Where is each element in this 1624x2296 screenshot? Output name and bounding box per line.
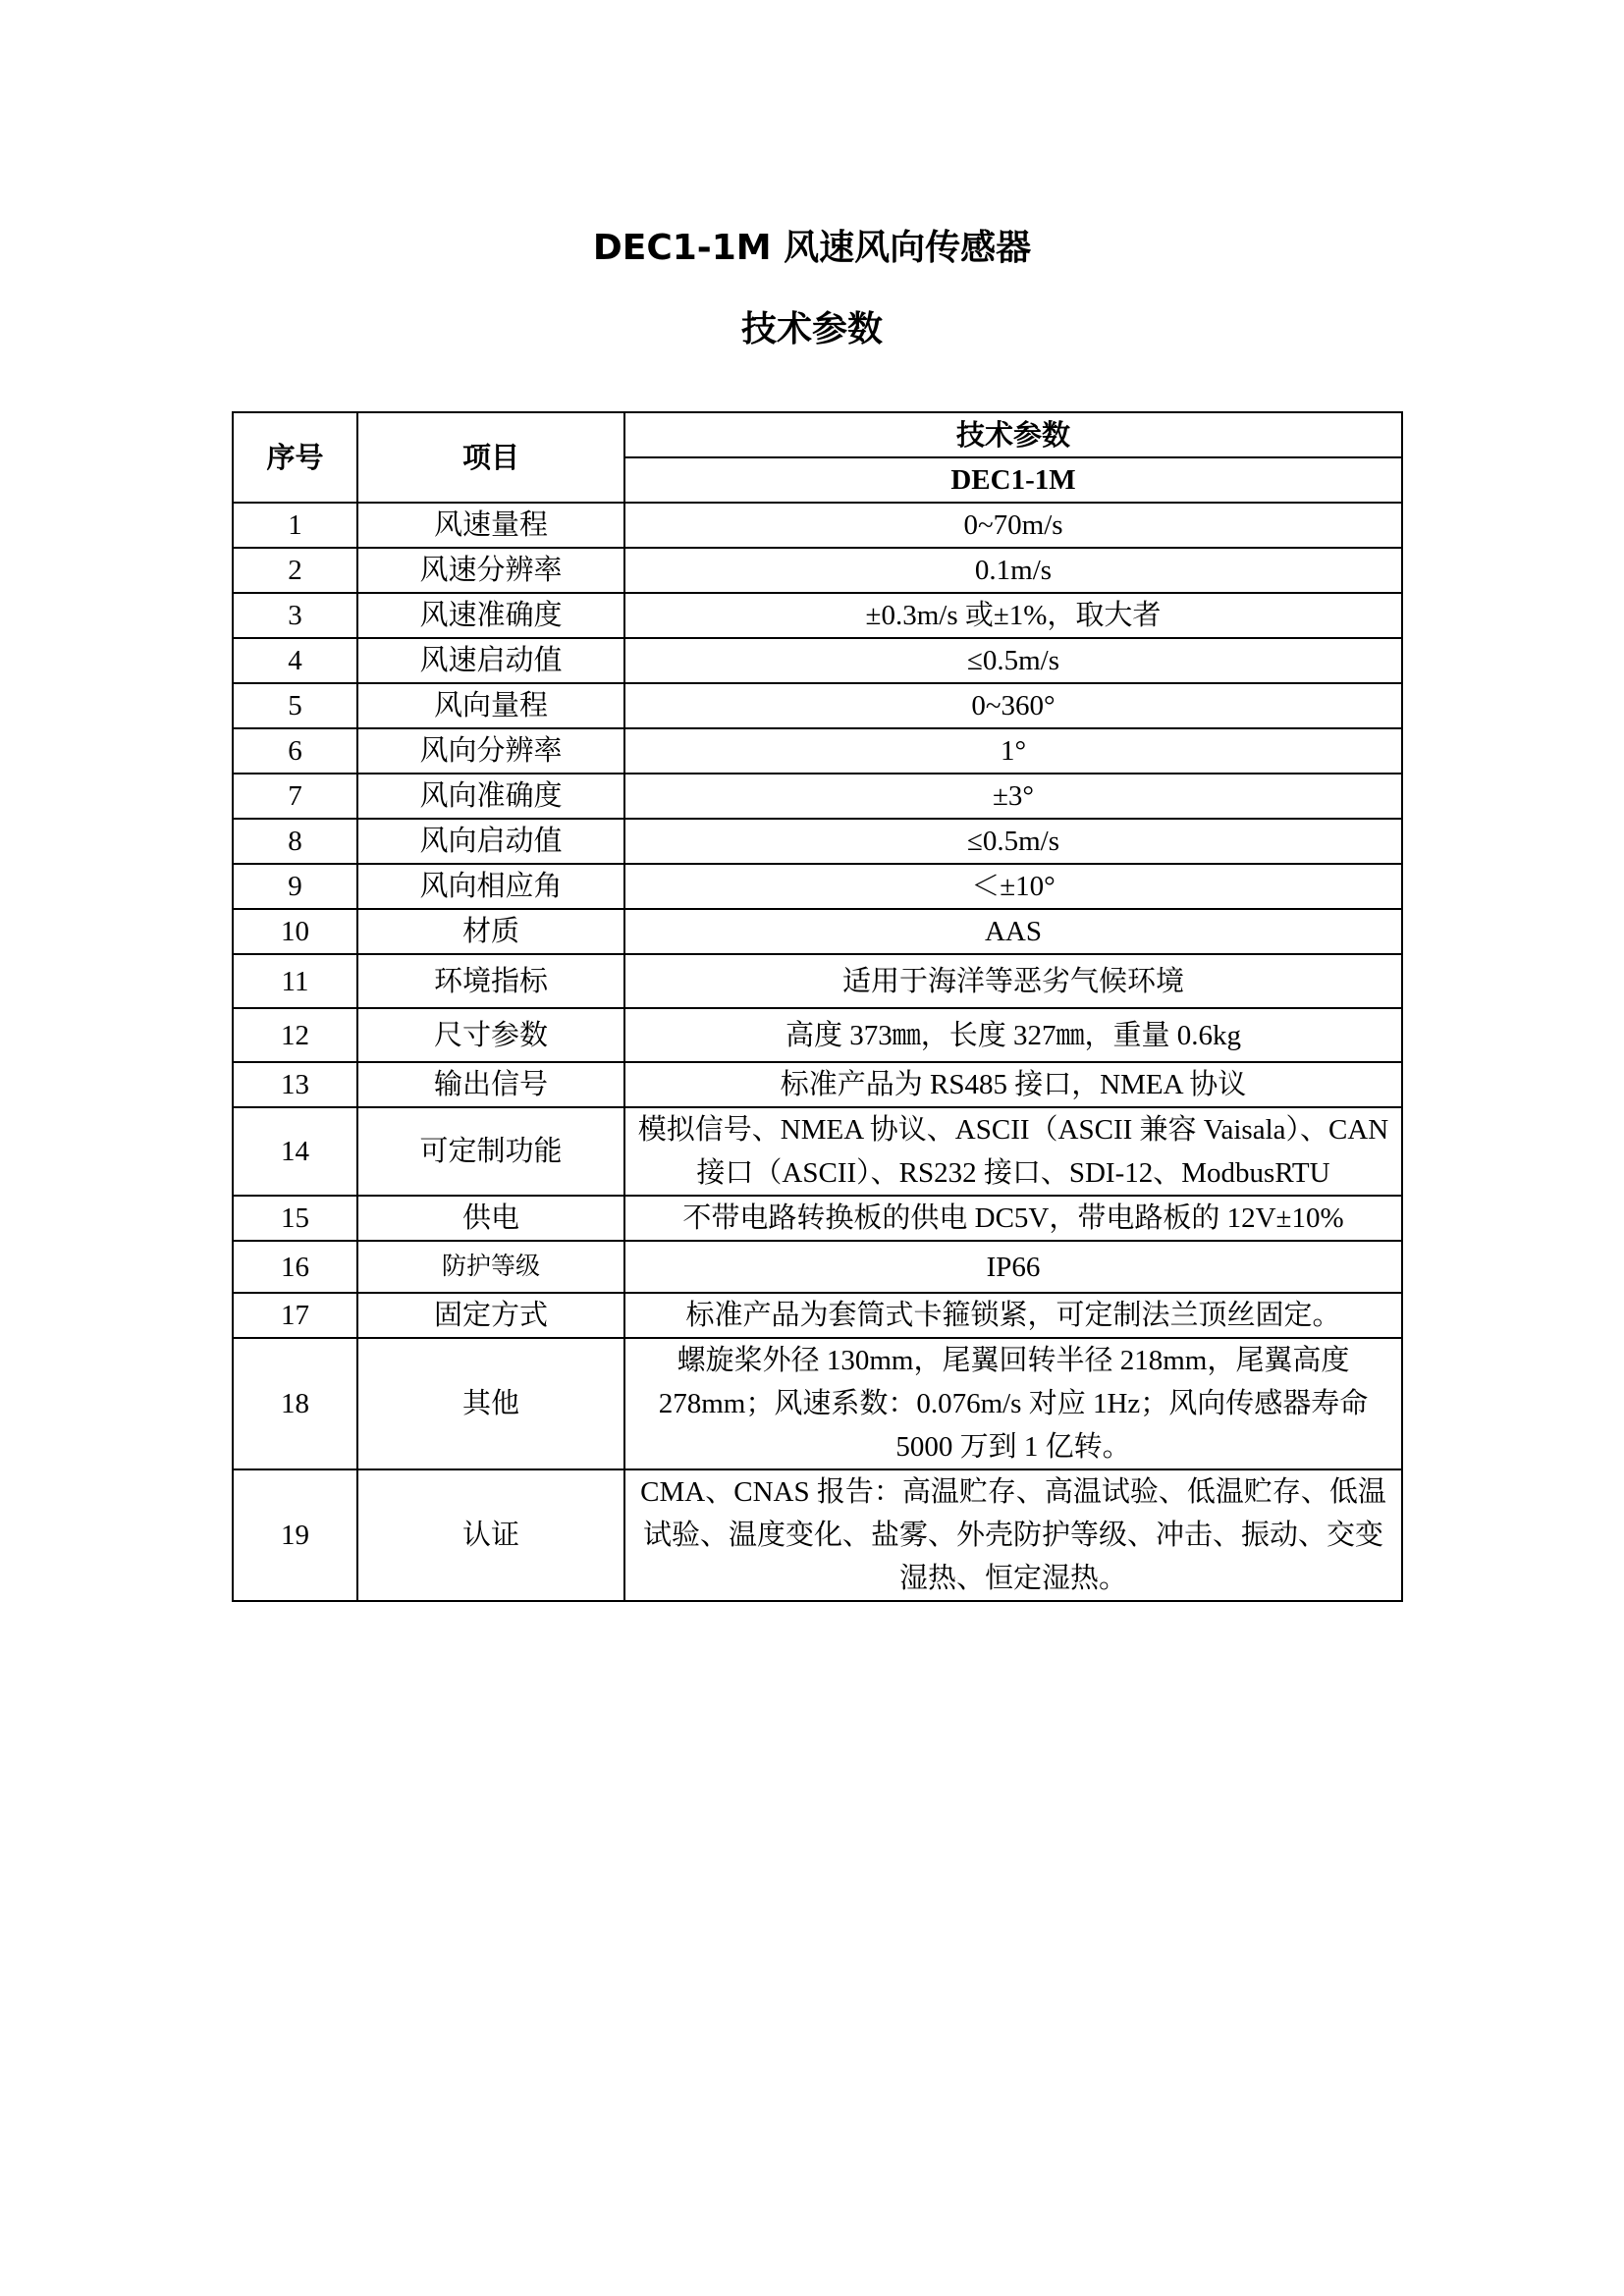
row-value: 0.1m/s	[624, 548, 1402, 593]
row-item: 风速启动值	[357, 638, 624, 683]
row-item: 风速量程	[357, 503, 624, 548]
row-value: ≤0.5m/s	[624, 638, 1402, 683]
row-value: 1°	[624, 728, 1402, 774]
row-item: 固定方式	[357, 1293, 624, 1338]
row-no: 16	[233, 1241, 357, 1293]
row-value: 适用于海洋等恶劣气候环境	[624, 954, 1402, 1008]
row-no: 6	[233, 728, 357, 774]
row-item: 风向分辨率	[357, 728, 624, 774]
header-model: DEC1-1M	[624, 457, 1402, 503]
row-value: 标准产品为套筒式卡箍锁紧，可定制法兰顶丝固定。	[624, 1293, 1402, 1338]
row-no: 8	[233, 819, 357, 864]
header-no: 序号	[233, 412, 357, 503]
row-value: 高度 373㎜，长度 327㎜，重量 0.6kg	[624, 1008, 1402, 1062]
row-no: 5	[233, 683, 357, 728]
table-row	[233, 1107, 1402, 1196]
table-row	[233, 1338, 1402, 1469]
row-item: 风向启动值	[357, 819, 624, 864]
spec-table	[232, 411, 1403, 1602]
row-no: 9	[233, 864, 357, 909]
table-row	[233, 1008, 1402, 1062]
document-title: DEC1-1M 风速风向传感器	[592, 228, 1032, 268]
row-item: 输出信号	[357, 1062, 624, 1107]
row-no: 17	[233, 1293, 357, 1338]
row-value: IP66	[624, 1241, 1402, 1293]
row-item: 风向量程	[357, 683, 624, 728]
row-value: 模拟信号、NMEA 协议、ASCII（ASCII 兼容 Vaisala）、CAN 接口（ASCII）、RS232 接口、SDI-12、ModbusRTU	[624, 1107, 1402, 1196]
table-row	[233, 1196, 1402, 1241]
row-item: 材质	[357, 909, 624, 954]
row-item: 风向准确度	[357, 774, 624, 819]
table-row	[233, 864, 1402, 909]
row-no: 4	[233, 638, 357, 683]
row-value: 0~70m/s	[624, 503, 1402, 548]
table-row	[233, 774, 1402, 819]
row-value: ＜±10°	[624, 864, 1402, 909]
row-value: ±0.3m/s 或±1%，取大者	[624, 593, 1402, 638]
table-row	[233, 1241, 1402, 1293]
table-row	[233, 909, 1402, 954]
table-row	[233, 1469, 1402, 1601]
row-item: 供电	[357, 1196, 624, 1241]
row-item: 风速准确度	[357, 593, 624, 638]
row-no: 7	[233, 774, 357, 819]
row-value: AAS	[624, 909, 1402, 954]
row-value: 螺旋桨外径 130mm，尾翼回转半径 218mm，尾翼高度 278mm；风速系数：0.076m/s 对应 1Hz；风向传感器寿命 5000 万到 1 亿转。	[624, 1338, 1402, 1469]
table-row	[233, 1062, 1402, 1107]
table-row	[233, 819, 1402, 864]
document-subtitle: 技术参数	[740, 309, 883, 349]
header-item: 项目	[357, 412, 624, 503]
row-value: CMA、CNAS 报告：高温贮存、高温试验、低温贮存、低温试验、温度变化、盐雾、外壳防护等级、冲击、振动、交变湿热、恒定湿热。	[624, 1469, 1402, 1601]
row-no: 19	[233, 1469, 357, 1601]
row-no: 10	[233, 909, 357, 954]
table-row	[233, 548, 1402, 593]
table-row	[233, 503, 1402, 548]
row-no: 11	[233, 954, 357, 1008]
row-item: 防护等级	[357, 1241, 624, 1293]
table-row	[233, 728, 1402, 774]
row-value: 不带电路转换板的供电 DC5V，带电路板的 12V±10%	[624, 1196, 1402, 1241]
table-row	[233, 1293, 1402, 1338]
row-value: ±3°	[624, 774, 1402, 819]
row-item: 风速分辨率	[357, 548, 624, 593]
row-value: 标准产品为 RS485 接口，NMEA 协议	[624, 1062, 1402, 1107]
table-row	[233, 638, 1402, 683]
row-item: 风向相应角	[357, 864, 624, 909]
row-no: 15	[233, 1196, 357, 1241]
row-no: 14	[233, 1107, 357, 1196]
row-no: 2	[233, 548, 357, 593]
row-item: 可定制功能	[357, 1107, 624, 1196]
row-value: ≤0.5m/s	[624, 819, 1402, 864]
row-item: 认证	[357, 1469, 624, 1601]
row-item: 尺寸参数	[357, 1008, 624, 1062]
row-item: 环境指标	[357, 954, 624, 1008]
row-no: 12	[233, 1008, 357, 1062]
row-no: 13	[233, 1062, 357, 1107]
row-item: 其他	[357, 1338, 624, 1469]
table-row	[233, 593, 1402, 638]
row-value: 0~360°	[624, 683, 1402, 728]
header-group: 技术参数	[624, 412, 1402, 457]
table-row	[233, 683, 1402, 728]
row-no: 18	[233, 1338, 357, 1469]
row-no: 1	[233, 503, 357, 548]
row-no: 3	[233, 593, 357, 638]
table-row	[233, 954, 1402, 1008]
